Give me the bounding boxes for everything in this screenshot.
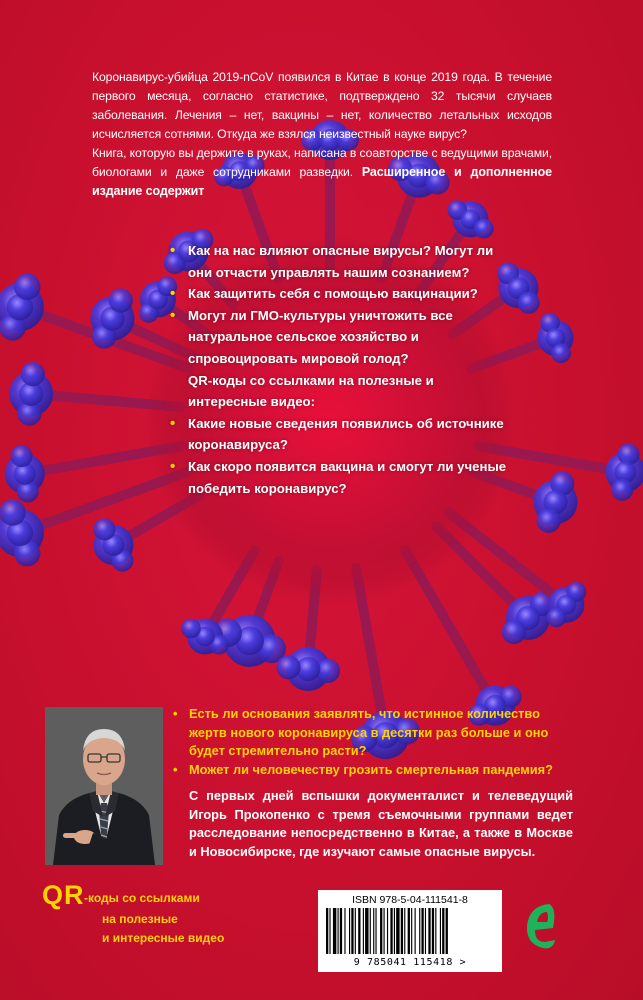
qr-note-lines bbox=[102, 910, 302, 948]
barcode-bar bbox=[363, 908, 364, 954]
barcode-bar bbox=[329, 908, 330, 954]
barcode-bar bbox=[340, 908, 342, 954]
list-item bbox=[170, 240, 510, 283]
barcode-bar bbox=[428, 908, 430, 954]
qr-note-big: QR bbox=[42, 880, 85, 910]
list-item-text: Как скоро появится вакцина и смогут ли ученые победить коронавирус? bbox=[188, 458, 507, 496]
list-item bbox=[170, 413, 510, 456]
qr-note-line-1: -коды со ссылками bbox=[84, 891, 200, 905]
virus-spike-bulb bbox=[518, 292, 540, 314]
list-item-text: Могут ли ГМО-культуры уничтожить все натуральное сельское хозяйство и спровоцировать мировой голод? bbox=[188, 307, 453, 366]
bullet-dot: • bbox=[170, 457, 176, 475]
barcode-bar bbox=[425, 908, 426, 954]
barcode-bar bbox=[442, 908, 444, 954]
question-2-text: Может ли человечеству грозить смертельная пандемия? bbox=[189, 761, 553, 777]
barcode-bar bbox=[338, 908, 339, 954]
qr-note-line-2: на полезные bbox=[102, 912, 178, 926]
barcode-bar bbox=[411, 908, 412, 954]
question-1 bbox=[173, 705, 573, 761]
list-item bbox=[170, 370, 510, 413]
barcode-bar bbox=[415, 908, 416, 954]
barcode-bar bbox=[344, 908, 345, 954]
bullet-dot: • bbox=[170, 242, 176, 259]
barcode-bar bbox=[349, 908, 350, 954]
barcode-bar bbox=[421, 908, 423, 954]
description: С первых дней вспышки документалист и телеведущий Игорь Прокопенко с тремя съемочными группами ведет расследование непосредственно в Китае, а также в Москве и Новосибирске, где изучают самые опасные вирусы. bbox=[189, 788, 573, 859]
virus-spike-bulb bbox=[14, 274, 40, 300]
question-2 bbox=[173, 761, 573, 780]
barcode-bar bbox=[419, 908, 420, 954]
barcode-bar bbox=[390, 908, 392, 954]
qr-note-line-3: и интересные видео bbox=[102, 931, 225, 945]
virus-spike-bulb bbox=[181, 619, 201, 639]
list-item bbox=[170, 456, 510, 499]
barcode-bar bbox=[375, 908, 376, 954]
barcode-bar bbox=[355, 908, 356, 954]
virus-spike-bulb bbox=[502, 620, 526, 644]
barcode-bar bbox=[365, 908, 368, 954]
virus-spike-bulb bbox=[611, 479, 633, 501]
virus-spike-bulb bbox=[93, 518, 115, 540]
intro-paragraph-2 bbox=[92, 144, 552, 201]
barcode-bar bbox=[435, 908, 436, 954]
barcode-bars bbox=[324, 908, 496, 956]
list-item-text: Какие новые сведения появились об источнике коронавируса? bbox=[188, 415, 504, 453]
bullet-dot: • bbox=[173, 706, 178, 721]
barcode-bar bbox=[440, 908, 441, 954]
intro-paragraph-1: Коронавирус-убийца 2019-nCoV появился в Китае в конце 2019 года. В течение первого месяца, согласно статистике, подтверждено 32 тысячи случаев заболевания. Лечения – нет, вакцины – нет, количество летальных исходов исчисляется сотнями. Откуда же взялся неизвестный науке вирус? bbox=[92, 70, 552, 141]
barcode-bar bbox=[408, 908, 410, 954]
list-item-text: QR-коды со ссылками на полезные и интересные видео: bbox=[188, 372, 434, 410]
virus-spike-bulb bbox=[276, 655, 300, 679]
barcode-digits: 9 785041 115418 > bbox=[353, 957, 467, 968]
list-item bbox=[170, 305, 510, 370]
virus-spike-bulb bbox=[551, 343, 571, 363]
intro-text bbox=[92, 68, 552, 201]
virus-spike-bulb bbox=[11, 445, 33, 467]
virus-spike-bulb bbox=[547, 608, 567, 628]
intro-paragraph-2-text: Книга, которую вы держите в руках, написана в соавторстве с ведущими врачами, биологами и даже сотрудниками разведки. bbox=[92, 146, 552, 179]
list-item-text: Как защитить себя с помощью вакцинации? bbox=[188, 286, 478, 302]
barcode-bar bbox=[384, 908, 385, 954]
barcode-bar bbox=[326, 908, 328, 954]
virus-spike-bulb bbox=[537, 509, 561, 533]
barcode-bar bbox=[446, 908, 448, 954]
lower-text-block bbox=[173, 705, 573, 861]
barcode-bar bbox=[380, 908, 382, 954]
bullet-dot: • bbox=[170, 285, 176, 303]
virus-spike-bulb bbox=[474, 219, 494, 239]
intro-paragraph-2-bold: Расширенное и дополненное издание содержит bbox=[92, 165, 552, 198]
barcode-bar bbox=[351, 908, 353, 954]
bullet-dot: • bbox=[170, 414, 176, 432]
list-item bbox=[170, 283, 510, 305]
barcode-bar bbox=[401, 908, 403, 954]
barcode-bar bbox=[387, 908, 388, 954]
qr-note bbox=[42, 880, 262, 945]
publisher-logo bbox=[519, 898, 559, 954]
bullet-dot: • bbox=[173, 761, 178, 777]
barcode-bar bbox=[358, 908, 360, 954]
barcode-bar bbox=[373, 908, 374, 954]
bullet-dot: • bbox=[170, 306, 176, 324]
barcode-bar bbox=[370, 908, 371, 954]
barcode-bar bbox=[396, 908, 399, 954]
isbn-barcode bbox=[318, 890, 502, 972]
bullet-list bbox=[170, 240, 510, 499]
barcode-bar bbox=[394, 908, 395, 954]
isbn-label: ISBN 978-5-04-111541-8 bbox=[352, 894, 468, 906]
list-item-text: Как на нас влияют опасные вирусы? Могут ли они отчасти управлять нашим сознанием? bbox=[188, 243, 494, 280]
presenter-photo bbox=[45, 707, 163, 865]
virus-spike-bulb bbox=[109, 289, 133, 313]
virus-spike-bulb bbox=[21, 362, 45, 386]
barcode-bar bbox=[333, 908, 336, 954]
barcode-bar bbox=[432, 908, 434, 954]
barcode-bar bbox=[404, 908, 405, 954]
question-1-text: Есть ли основания заявлять, что истинное количество жертв нового коронавируса в десятки раз больше и оно будет стремительно расти? bbox=[189, 706, 549, 758]
virus-spike-bulb bbox=[0, 499, 26, 525]
